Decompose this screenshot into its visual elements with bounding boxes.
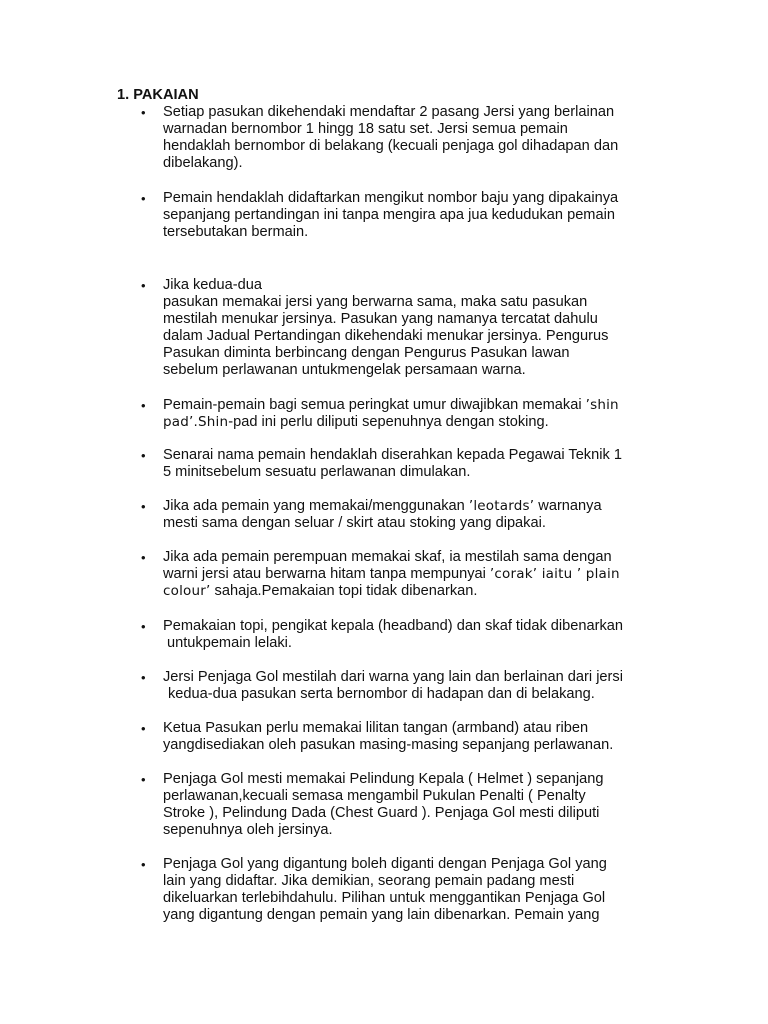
bullet-icon: • <box>141 670 146 685</box>
section-heading: 1. PAKAIAN <box>117 87 199 103</box>
list-item: • Jersi Penjaga Gol mestilah dari warna yang lain dan berlainan dari jersi kedua-dua pasukan serta bernombor di hadapan dan di belakang. <box>141 669 623 702</box>
bullet-icon: • <box>141 772 146 787</box>
bullet-icon: • <box>141 550 146 565</box>
list-item: • Ketua Pasukan perlu memakai lilitan tangan (armband) atau riben yangdisediakan oleh pasukan masing-masing sepanjang perlawanan. <box>141 720 614 753</box>
bullet-icon: • <box>141 499 146 514</box>
bullet-icon: • <box>141 105 146 120</box>
list-item: • Penjaga Gol mesti memakai Pelindung Kepala ( Helmet ) sepanjang perlawanan,kecuali semasa mengambil Pukulan Penalti ( Penalty Stroke ), Pelindung Dada (Chest Guard ). Penjaga Gol mesti diliputi sepenuhnya oleh jersinya. <box>141 771 604 838</box>
list-item: • Penjaga Gol yang digantung boleh diganti dengan Penjaga Gol yang lain yang didaftar. Jika demikian, seorang pemain padang mesti dikeluarkan terlebihdahulu. Pilihan untuk menggantikan Penjaga Gol yang digantung dengan pemain yang lain dibenarkan. Pemain yang <box>141 856 607 923</box>
bullet-icon: • <box>141 191 146 206</box>
list-item: • Jika ada pemain perempuan memakai skaf, ia mestilah sama dengan warni jersi atau berwarna hitam tanpa mempunyai ’corak’ iaitu ’ plain colour’ sahaja.Pemakaian topi tidak dibenarkan. <box>141 549 620 599</box>
bullet-icon: • <box>141 619 146 634</box>
list-item: • Senarai nama pemain hendaklah diserahkan kepada Pegawai Teknik 1 5 minitsebelum sesuatu perlawanan dimulakan. <box>141 447 622 480</box>
list-item: • Jika ada pemain yang memakai/menggunakan ’leotards’ warnanya mesti sama dengan seluar / skirt atau stoking yang dipakai. <box>141 498 602 531</box>
list-item: • Jika kedua-dua pasukan memakai jersi yang berwarna sama, maka satu pasukan mestilah menukar jersinya. Pasukan yang namanya tercatat dahulu dalam Jadual Pertandingan dikehendaki menukar jersinya. Pengurus Pasukan diminta berbincang dengan Pengurus Pasukan lawan sebelum perlawanan untukmengelak persamaan warna. <box>141 277 609 378</box>
bullet-icon: • <box>141 398 146 413</box>
bullet-icon: • <box>141 448 146 463</box>
bullet-icon: • <box>141 278 146 293</box>
bullet-icon: • <box>141 857 146 872</box>
bullet-icon: • <box>141 721 146 736</box>
list-item: • Pemakaian topi, pengikat kepala (headband) dan skaf tidak dibenarkan untukpemain lelaki. <box>141 618 624 651</box>
list-item: • Setiap pasukan dikehendaki mendaftar 2 pasang Jersi yang berlainan warnadan bernombor 1 hingg 18 satu set. Jersi semua pemain hendaklah bernombor di belakang (kecuali penjaga gol dihadapan dan dibelakang). <box>141 104 619 171</box>
list-item: • Pemain-pemain bagi semua peringkat umur diwajibkan memakai ’shin pad’.Shin-pad ini perlu diliputi sepenuhnya dengan stoking. <box>141 397 619 430</box>
list-item: • Pemain hendaklah didaftarkan mengikut nombor baju yang dipakainya sepanjang pertandingan ini tanpa mengira apa jua kedudukan pemain tersebutakan bermain. <box>141 190 619 240</box>
